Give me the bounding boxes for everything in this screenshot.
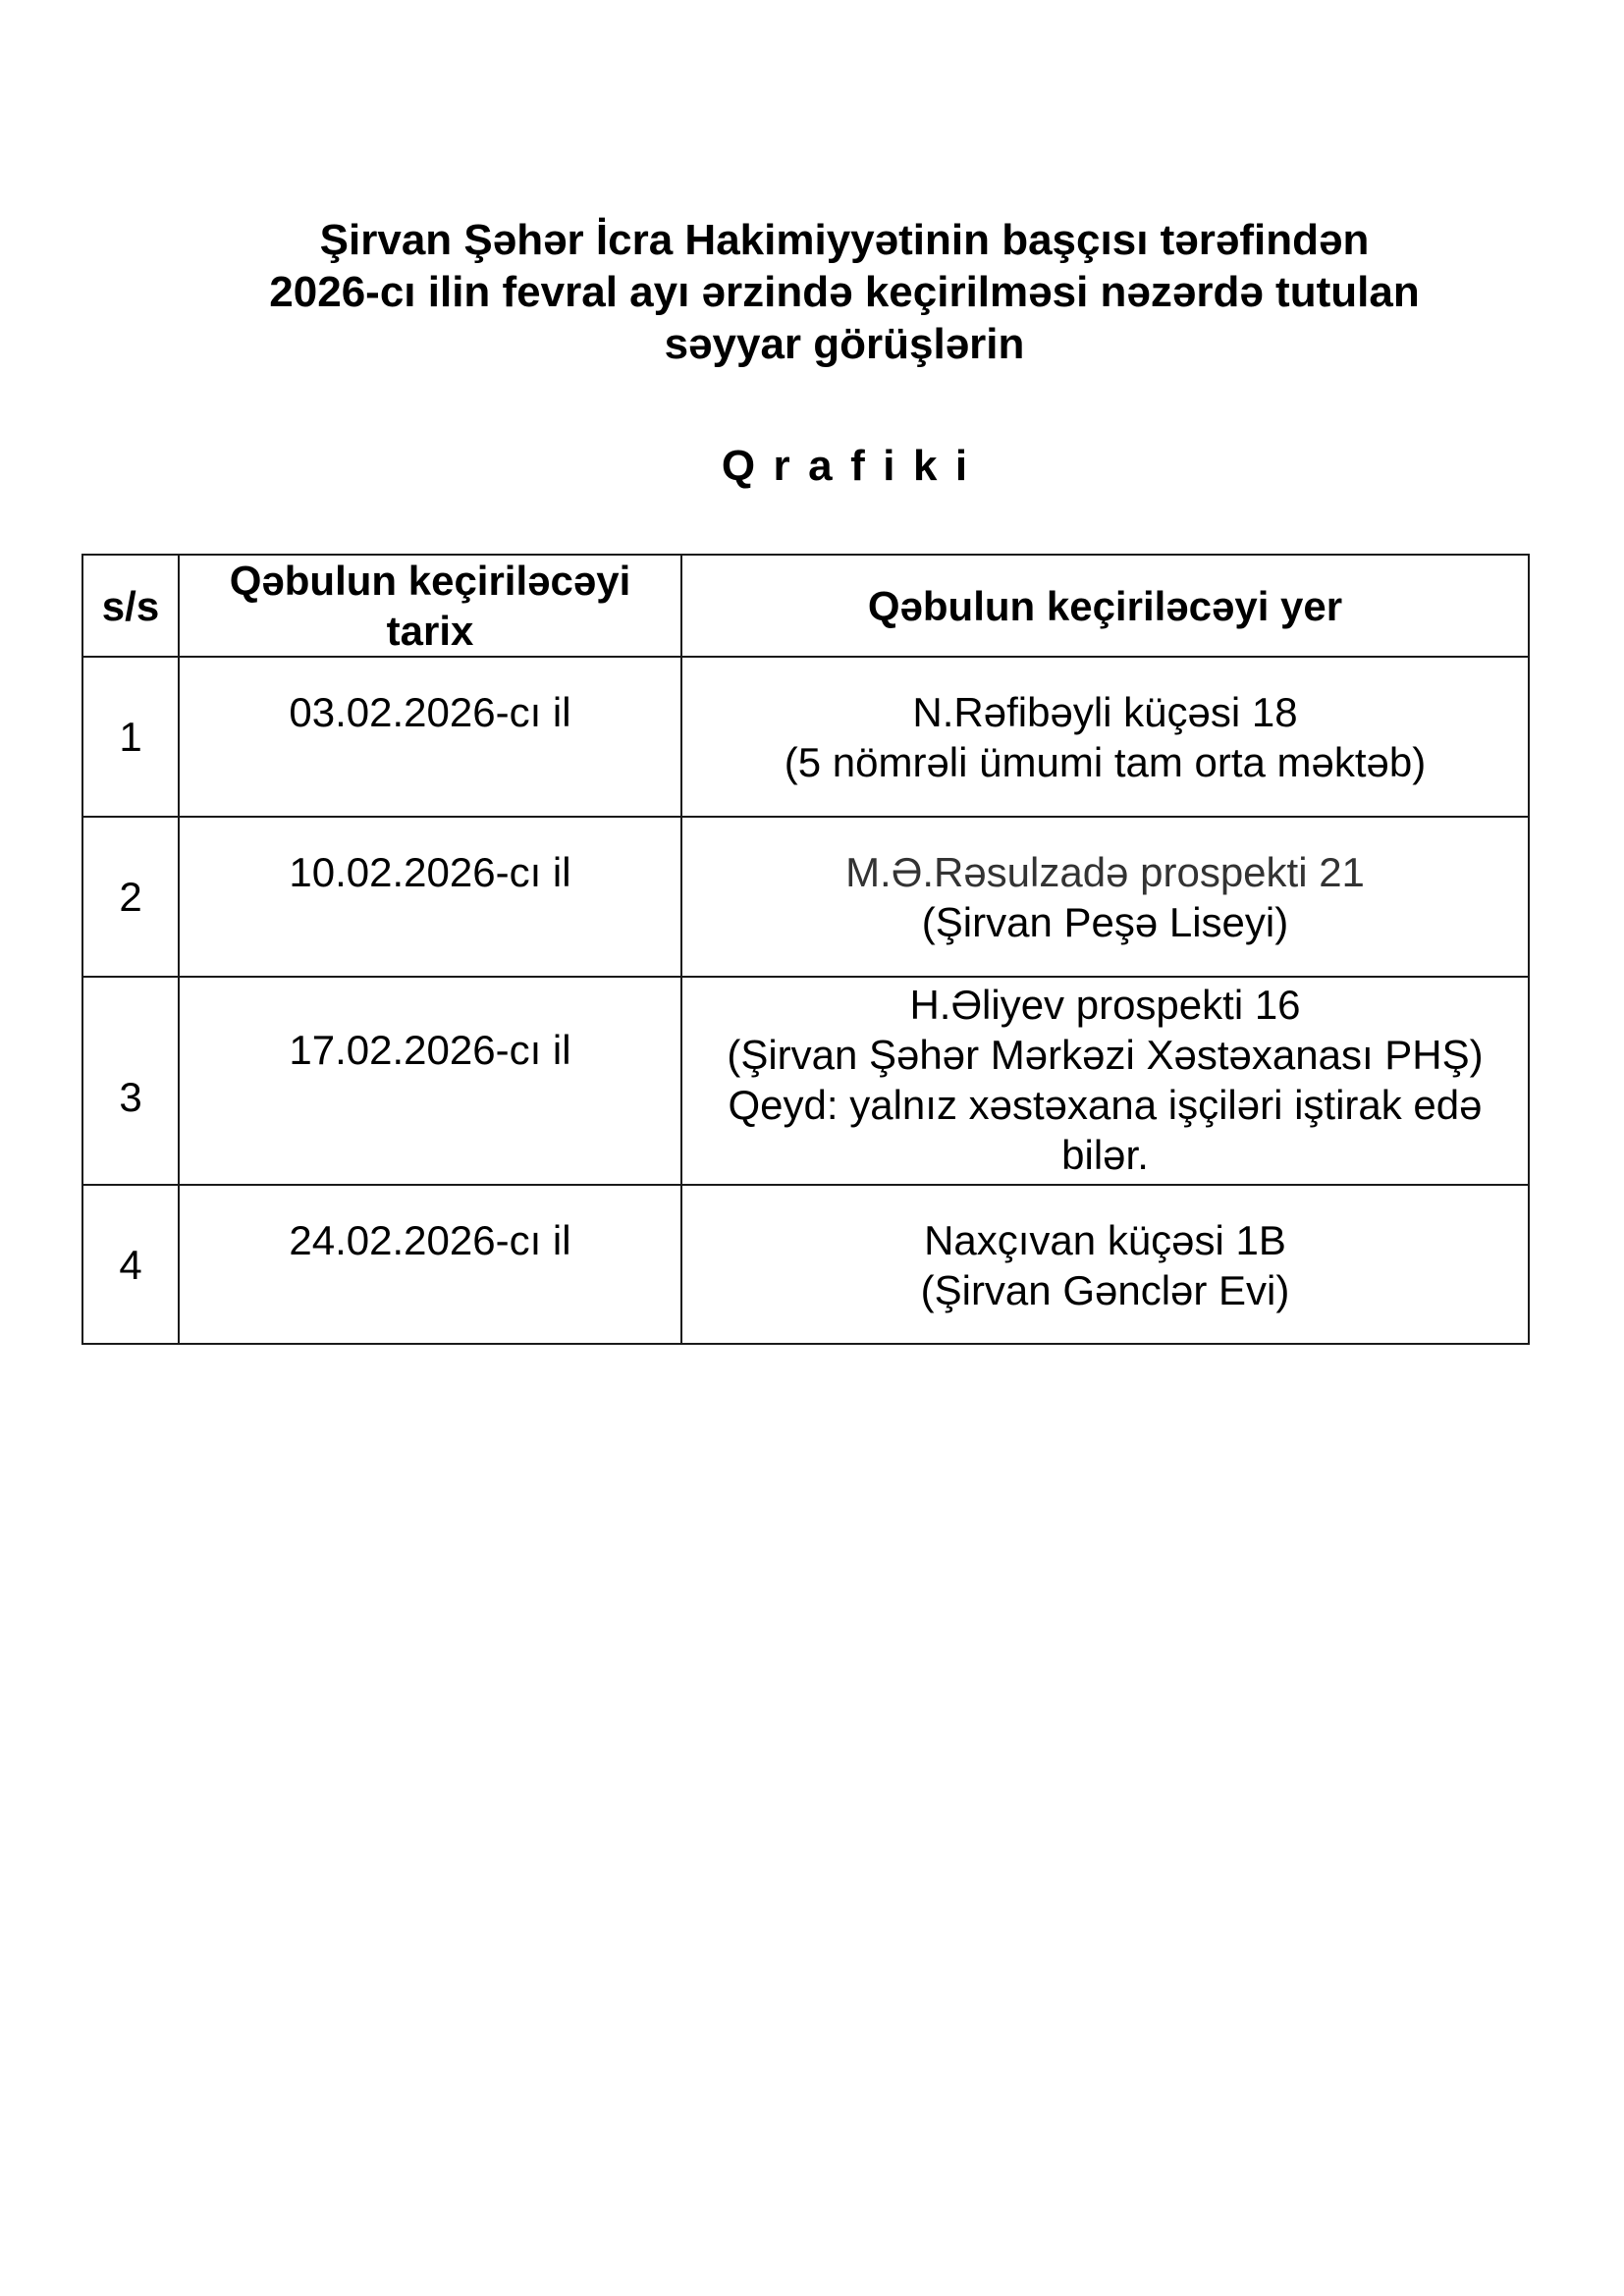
header-place: Qəbulun keçiriləcəyi yer [681, 555, 1529, 657]
row-date: 10.02.2026-cı il [179, 817, 681, 977]
row-number: 2 [82, 817, 179, 977]
row-place [681, 657, 1529, 817]
place-line: (Şirvan Şəhər Mərkəzi Xəstəxanası PHŞ) [727, 1032, 1484, 1078]
row-place [681, 1185, 1529, 1344]
row-date: 03.02.2026-cı il [179, 657, 681, 817]
header-date-line-1: Qəbulun keçiriləcəyi [229, 558, 631, 604]
table-row [82, 1185, 1529, 1344]
row-number: 3 [82, 977, 179, 1185]
title-line-2: 2026-cı ilin fevral ayı ərzində keçirilməsi nəzərdə tutulan [269, 268, 1420, 316]
table-header-row [82, 555, 1529, 657]
place-line: Naxçıvan küçəsi 1B [924, 1217, 1286, 1263]
header-number: s/s [82, 555, 179, 657]
document-title [147, 214, 1542, 370]
place-line: (5 nömrəli ümumi tam orta məktəb) [784, 739, 1427, 785]
header-date-line-2: tarix [386, 608, 474, 654]
row-date: 17.02.2026-cı il [179, 977, 681, 1185]
row-date: 24.02.2026-cı il [179, 1185, 681, 1344]
header-date [179, 555, 681, 657]
place-note-line: bilər. [1061, 1132, 1149, 1178]
row-place [681, 817, 1529, 977]
table-row [82, 977, 1529, 1185]
document-subtitle: Qrafiki [721, 442, 986, 490]
place-line: (Şirvan Peşə Liseyi) [921, 899, 1289, 945]
table-row [82, 817, 1529, 977]
row-number: 1 [82, 657, 179, 817]
title-line-1: Şirvan Şəhər İcra Hakimiyyətinin başçısı tərəfindən [319, 216, 1370, 264]
row-number: 4 [82, 1185, 179, 1344]
row-place [681, 977, 1529, 1185]
place-line: (Şirvan Gənclər Evi) [920, 1267, 1290, 1313]
table-row [82, 657, 1529, 817]
place-line: M.Ə.Rəsulzadə prospekti 21 [845, 849, 1365, 895]
place-line: H.Əliyev prospekti 16 [909, 982, 1301, 1028]
place-note-line: Qeyd: yalnız xəstəxana işçiləri iştirak edə [728, 1082, 1483, 1128]
title-line-3: səyyar görüşlərin [664, 320, 1025, 368]
schedule-table [81, 554, 1530, 1345]
place-line: N.Rəfibəyli küçəsi 18 [912, 689, 1298, 735]
